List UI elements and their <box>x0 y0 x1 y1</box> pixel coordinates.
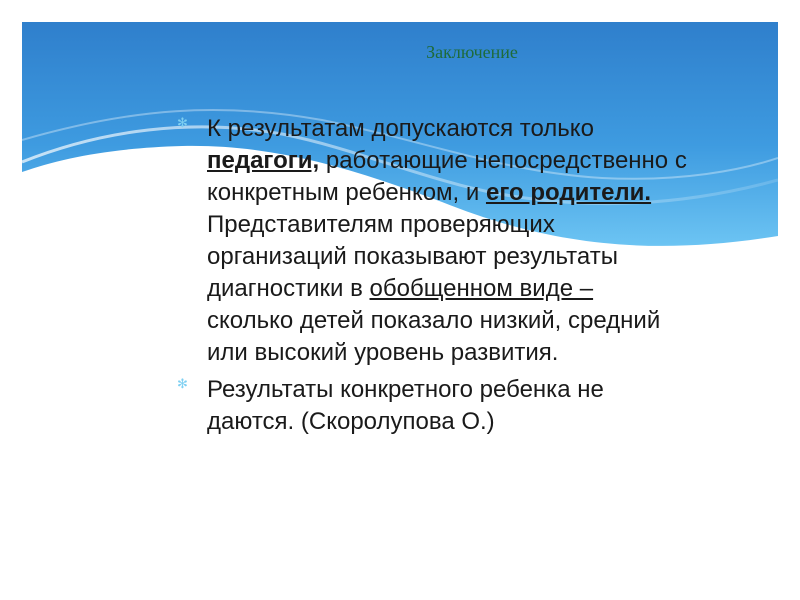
text-run: Представителям проверяющих <box>207 211 555 238</box>
text-line <box>207 145 777 177</box>
text-run: конкретным ребенком, и <box>207 179 486 206</box>
text-run: или высокий уровень развития. <box>207 339 559 366</box>
text-line <box>207 374 777 406</box>
text-run: диагностики в <box>207 275 370 302</box>
text-run: сколько детей показало низкий, средний <box>207 307 661 334</box>
slide-title: Заключение <box>426 42 518 62</box>
emphasis-teachers: педагоги, <box>207 147 320 174</box>
emphasis-parents: его родители. <box>485 179 652 206</box>
text-line <box>207 406 777 438</box>
text-run: даются. (Скоролупова О.) <box>207 408 495 435</box>
text-line <box>207 241 777 273</box>
text-run: Результаты конкретного ребенка не <box>207 376 604 403</box>
bullet-item <box>177 374 777 438</box>
bullet-item <box>177 113 777 369</box>
asterisk-bullet-icon: ✻ <box>177 377 188 392</box>
text-line <box>207 209 777 241</box>
text-line <box>207 305 777 337</box>
bullet-list <box>177 113 777 443</box>
text-line <box>207 273 777 305</box>
text-run: К результатам допускаются только <box>207 115 594 142</box>
slide <box>22 22 778 588</box>
text-run: работающие непосредственно с <box>319 147 687 174</box>
text-line <box>207 113 777 145</box>
text-line <box>207 337 777 369</box>
text-run: организаций показывают результаты <box>207 243 618 270</box>
emphasis-summary-form: обобщенном виде – <box>369 275 594 302</box>
text-line <box>207 177 777 209</box>
asterisk-bullet-icon: ✻ <box>177 116 188 131</box>
